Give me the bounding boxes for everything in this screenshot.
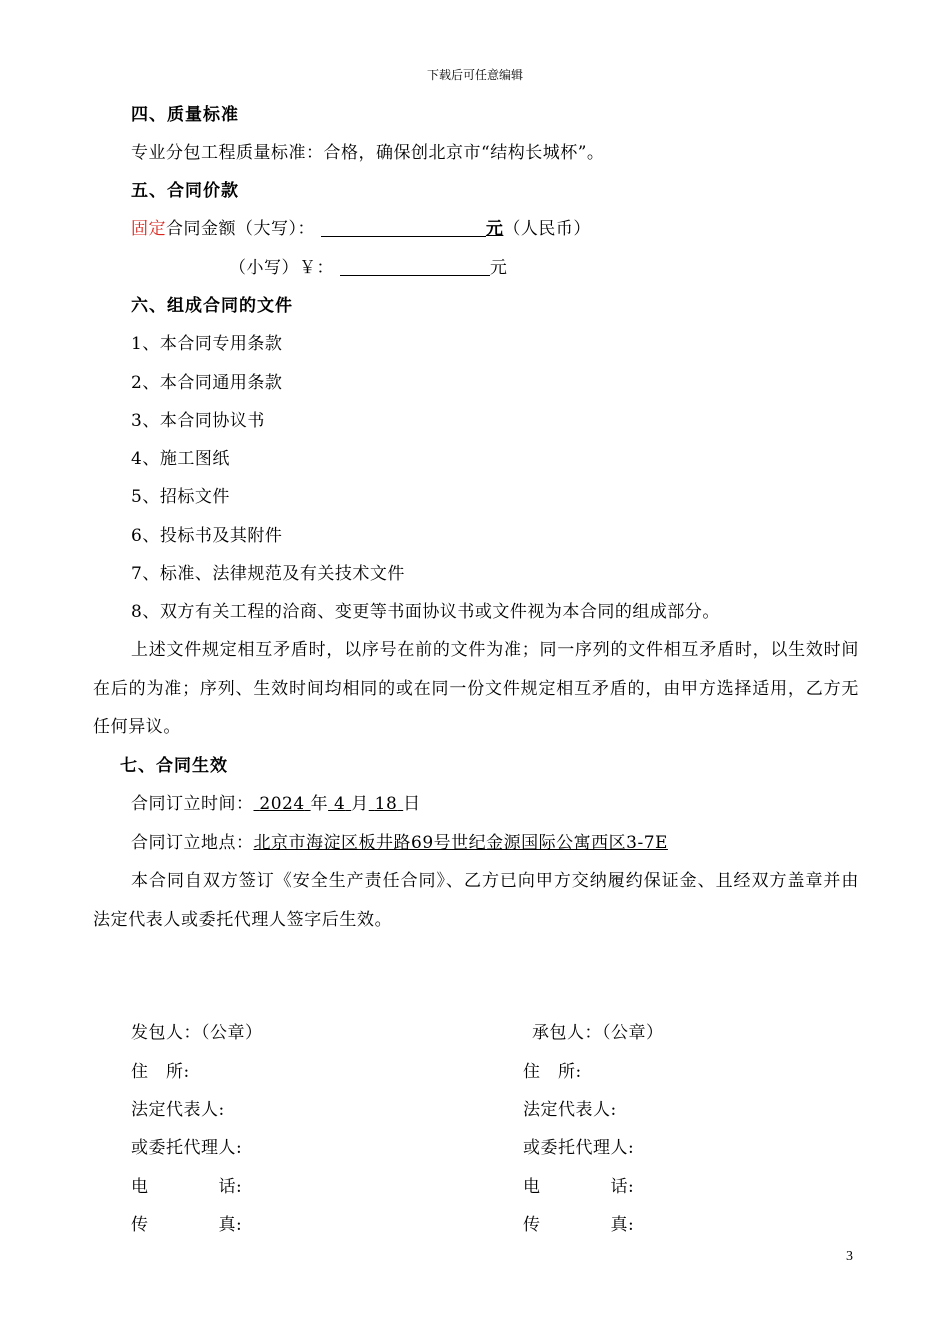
page-number: 3 bbox=[846, 1249, 853, 1264]
contract-amount-line bbox=[131, 217, 591, 241]
effectiveness-paragraph: 本合同自双方签订《安全生产责任合同》、乙方已向甲方交纳履约保证金、且经双方盖章并由法定代表人或委托代理人签字后生效。 bbox=[93, 871, 859, 930]
signing-day[interactable]: 18 bbox=[374, 794, 398, 814]
amount-figures-blank[interactable] bbox=[340, 257, 490, 276]
amount-figures-label: （小写）￥： bbox=[229, 258, 334, 278]
employer-phone: 电 话: bbox=[131, 1177, 243, 1197]
signing-place[interactable]: 北京市海淀区板井路69号世纪金源国际公寓西区3-7E bbox=[253, 833, 668, 853]
page-header: 下载后可任意编辑 bbox=[426, 68, 523, 82]
employer-party: 发包人：（公章） bbox=[131, 1023, 263, 1043]
yuan-bold: 元 bbox=[485, 219, 504, 239]
signing-year[interactable]: 2024 bbox=[259, 794, 305, 814]
section-5-title: 五、合同价款 bbox=[131, 181, 239, 201]
month-unit: 月 bbox=[351, 794, 369, 814]
section-7-title: 七、合同生效 bbox=[120, 756, 228, 776]
employer-legal-rep: 法定代表人: bbox=[131, 1100, 225, 1120]
section-6-title: 六、组成合同的文件 bbox=[131, 296, 293, 316]
contractor-agent: 或委托代理人: bbox=[523, 1138, 635, 1158]
contractor-legal-rep: 法定代表人: bbox=[523, 1100, 617, 1120]
signing-date-label: 合同订立时间： bbox=[131, 794, 254, 814]
signing-month[interactable]: 4 bbox=[333, 794, 346, 814]
signing-place-line bbox=[131, 831, 668, 855]
document-item: 6、投标书及其附件 bbox=[131, 526, 283, 546]
amount-words-label: 合同金额（大写）： bbox=[166, 219, 315, 239]
contractor-address: 住 所: bbox=[523, 1062, 582, 1082]
day-unit: 日 bbox=[403, 794, 421, 814]
rmb-label: （人民币） bbox=[503, 219, 591, 239]
fixed-label: 固定 bbox=[131, 219, 166, 239]
section-4-text: 专业分包工程质量标准：合格，确保创北京市“结构长城杯”。 bbox=[131, 143, 605, 163]
amount-figures-line bbox=[229, 256, 507, 280]
employer-fax: 传 真: bbox=[131, 1215, 243, 1235]
precedence-paragraph: 上述文件规定相互矛盾时，以序号在前的文件为准；同一序列的文件相互矛盾时，以生效时间在后的为准；序列、生效时间均相同的或在同一份文件规定相互矛盾的，由甲方选择适用，乙方无任何异议。 bbox=[93, 640, 859, 737]
yuan-label: 元 bbox=[489, 258, 508, 278]
amount-words-blank[interactable] bbox=[321, 218, 486, 237]
document-item: 5、招标文件 bbox=[131, 487, 230, 507]
signing-date-line bbox=[131, 792, 421, 816]
contractor-party: 承包人：（公章） bbox=[532, 1023, 664, 1043]
document-item: 7、标准、法律规范及有关技术文件 bbox=[131, 564, 405, 584]
document-item: 3、本合同协议书 bbox=[131, 411, 265, 431]
section-4-title: 四、质量标准 bbox=[131, 105, 239, 125]
employer-agent: 或委托代理人: bbox=[131, 1138, 243, 1158]
document-item: 4、施工图纸 bbox=[131, 449, 230, 469]
document-item: 1、本合同专用条款 bbox=[131, 334, 283, 354]
document-item: 8、双方有关工程的洽商、变更等书面协议书或文件视为本合同的组成部分。 bbox=[131, 602, 720, 622]
employer-address: 住 所: bbox=[131, 1062, 190, 1082]
contractor-fax: 传 真: bbox=[523, 1215, 635, 1235]
signing-place-label: 合同订立地点： bbox=[131, 833, 254, 853]
contractor-phone: 电 话: bbox=[523, 1177, 635, 1197]
year-unit: 年 bbox=[310, 794, 329, 814]
document-item: 2、本合同通用条款 bbox=[131, 373, 283, 393]
